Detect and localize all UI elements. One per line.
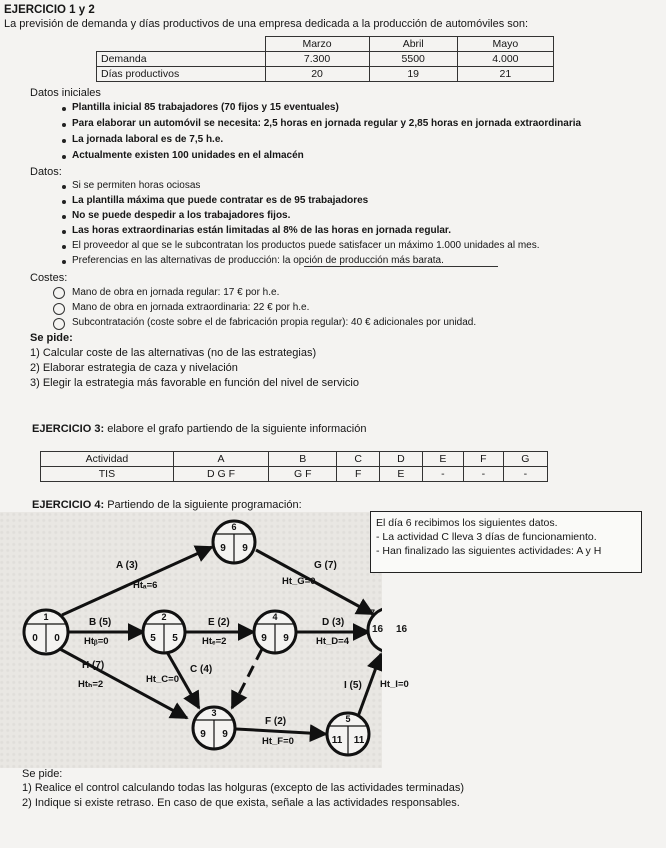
table-row-label: Días productivos [97, 67, 266, 82]
node-late: 16 [396, 624, 408, 635]
list-item: La plantilla máxima que puede contratar es de 95 trabajadores [72, 195, 369, 206]
table-cell: - [503, 467, 547, 482]
list-item: 1) Realice el control calculando todas las holguras (excepto de las actividades terminadas) [22, 782, 465, 794]
bullet-icon [62, 245, 66, 249]
table-row-label: Demanda [97, 52, 266, 67]
activity-slack: Ht_G=0 [282, 576, 316, 587]
list-item: El proveedor al que se le subcontratan los productos puede satisfacer un máximo 1.000 unidades al mes. [72, 240, 540, 251]
node-early: 9 [200, 729, 206, 740]
info-line: El día 6 recibimos los siguientes datos. [376, 517, 558, 529]
ex4-subtitle: Partiendo de la siguiente programación: [107, 499, 302, 511]
list-item: Para elaborar un automóvil se necesita: 2,5 horas en jornada regular y 2,85 horas en jornada extraordinaria [72, 118, 582, 129]
list-item: Plantilla inicial 85 trabajadores (70 fijos y 15 eventuales) [72, 102, 339, 113]
node-late: 5 [172, 633, 178, 644]
costes-heading: Costes: [30, 272, 68, 284]
bullet-icon [62, 107, 66, 111]
table-header: Marzo [265, 37, 369, 52]
arrow-F [236, 729, 326, 734]
list-item: 3) Elegir la estrategia más favorable en función del nivel de servicio [30, 377, 359, 389]
table-cell: - [464, 467, 504, 482]
node-late: 11 [353, 735, 365, 746]
ex4-pide-heading: Se pide: [22, 768, 63, 780]
table-cell: D G F [173, 467, 268, 482]
network-graph-panel [0, 512, 382, 768]
activity-slack: Htᵦ=0 [84, 636, 109, 647]
activity-slack: Ht_F=0 [262, 736, 294, 747]
activity-label: I (5) [344, 680, 362, 691]
table-cell: 20 [265, 67, 369, 82]
demand-table [96, 36, 554, 82]
bullet-icon [62, 155, 66, 159]
table-header: D [380, 452, 423, 467]
node-early: 9 [220, 543, 226, 554]
bullet-icon [62, 185, 66, 189]
circle-bullet-icon [53, 303, 65, 315]
activity-label: B (5) [89, 617, 112, 628]
list-item: 2) Indique si existe retraso. En caso de que exista, señale a las actividades responsables. [22, 797, 460, 809]
pide-heading: Se pide: [30, 332, 73, 344]
underline [304, 266, 498, 267]
table-header: Actividad [41, 452, 174, 467]
datos-heading: Datos: [30, 166, 62, 178]
node-id: 2 [161, 612, 167, 622]
table-cell: G F [269, 467, 337, 482]
node-early: 5 [150, 633, 156, 644]
info-box [370, 511, 642, 573]
node-early: 16 [372, 624, 384, 635]
list-item: Preferencias en las alternativas de producción: la opción de producción más barata. [72, 255, 444, 266]
list-item: Si se permiten horas ociosas [72, 180, 201, 191]
node-id: 4 [272, 612, 278, 622]
node-late: 0 [54, 633, 60, 644]
bullet-icon [62, 215, 66, 219]
bullet-icon [62, 260, 66, 264]
list-item: 1) Calcular coste de las alternativas (no de las estrategias) [30, 347, 317, 359]
list-item: Mano de obra en jornada regular: 17 € por h.e. [72, 287, 280, 298]
circle-bullet-icon [53, 287, 65, 299]
network-graph [0, 512, 382, 768]
list-item: Las horas extraordinarias están limitadas al 8% de las horas en jornada regular. [72, 225, 452, 236]
circle-bullet-icon [53, 318, 65, 330]
node-id: 3 [211, 708, 217, 718]
activity-slack: Htₐ=6 [133, 580, 158, 591]
ex3-subtitle: elabore el grafo partiendo de la siguiente información [107, 423, 367, 435]
list-item: La jornada laboral es de 7,5 h.e. [72, 134, 224, 145]
node-id: 5 [345, 714, 351, 724]
activity-label: D (3) [322, 617, 345, 628]
table-cell: F [337, 467, 380, 482]
list-item: No se puede despedir a los trabajadores fijos. [72, 210, 291, 221]
node-id: 1 [43, 612, 49, 622]
node-early: 0 [32, 633, 38, 644]
ex4-title: EJERCICIO 4: [32, 499, 105, 511]
bullet-icon [62, 200, 66, 204]
node-early: 11 [331, 735, 343, 746]
node-id: 7 [370, 608, 376, 618]
arrow-dummy [232, 649, 262, 708]
node-late: 9 [222, 729, 228, 740]
activity-label: G (7) [314, 560, 337, 571]
list-item: Subcontratación (coste sobre el de fabricación propia regular): 40 € adicionales por unidad. [72, 317, 477, 328]
ex12-title: EJERCICIO 1 y 2 [4, 4, 95, 16]
table-header: F [464, 452, 504, 467]
table-header: B [269, 452, 337, 467]
node-late: 9 [283, 633, 289, 644]
info-line: - La actividad C lleva 3 días de funcionamiento. [376, 531, 597, 543]
bullet-icon [62, 123, 66, 127]
node-id: 6 [231, 522, 237, 532]
node-late: 9 [242, 543, 248, 554]
table-header: C [337, 452, 380, 467]
list-item: Actualmente existen 100 unidades en el almacén [72, 150, 304, 161]
list-item: Mano de obra en jornada extraordinaria: 22 € por h.e. [72, 302, 310, 313]
table-header: Abril [369, 37, 457, 52]
ex3-title: EJERCICIO 3: [32, 423, 105, 435]
datos-iniciales-heading: Datos iniciales [30, 87, 101, 99]
table-cell: 19 [369, 67, 457, 82]
activity-label: H (7) [82, 660, 105, 671]
table-cell: 4.000 [457, 52, 553, 67]
activity-label: F (2) [265, 716, 287, 727]
table-header: Mayo [457, 37, 553, 52]
activity-slack: Htₑ=2 [202, 636, 227, 647]
table-cell: 5500 [369, 52, 457, 67]
list-item: 2) Elaborar estrategia de caza y nivelación [30, 362, 238, 374]
info-line: - Han finalizado las siguientes actividades: A y H [376, 545, 602, 557]
activity-slack: Ht_I=0 [380, 679, 409, 690]
table-cell: - [422, 467, 463, 482]
node-early: 9 [261, 633, 267, 644]
table-cell: TIS [41, 467, 174, 482]
precedence-table [40, 451, 548, 482]
table-cell: E [380, 467, 423, 482]
activity-label: E (2) [208, 617, 230, 628]
activity-slack: Ht_D=4 [316, 636, 349, 647]
activity-label: A (3) [116, 560, 138, 571]
activity-label: C (4) [190, 664, 213, 675]
table-header: A [173, 452, 268, 467]
bullet-icon [62, 139, 66, 143]
bullet-icon [62, 230, 66, 234]
table-header: G [503, 452, 547, 467]
table-cell: 21 [457, 67, 553, 82]
ex12-intro: La previsión de demanda y días productivos de una empresa dedicada a la producción de automóviles son: [4, 18, 529, 30]
ex3-heading [32, 423, 366, 436]
ex4-heading [32, 499, 302, 512]
table-cell: 7.300 [265, 52, 369, 67]
table-header: E [422, 452, 463, 467]
activity-slack: Ht_C=0 [146, 674, 179, 685]
activity-slack: Htₕ=2 [78, 679, 104, 690]
